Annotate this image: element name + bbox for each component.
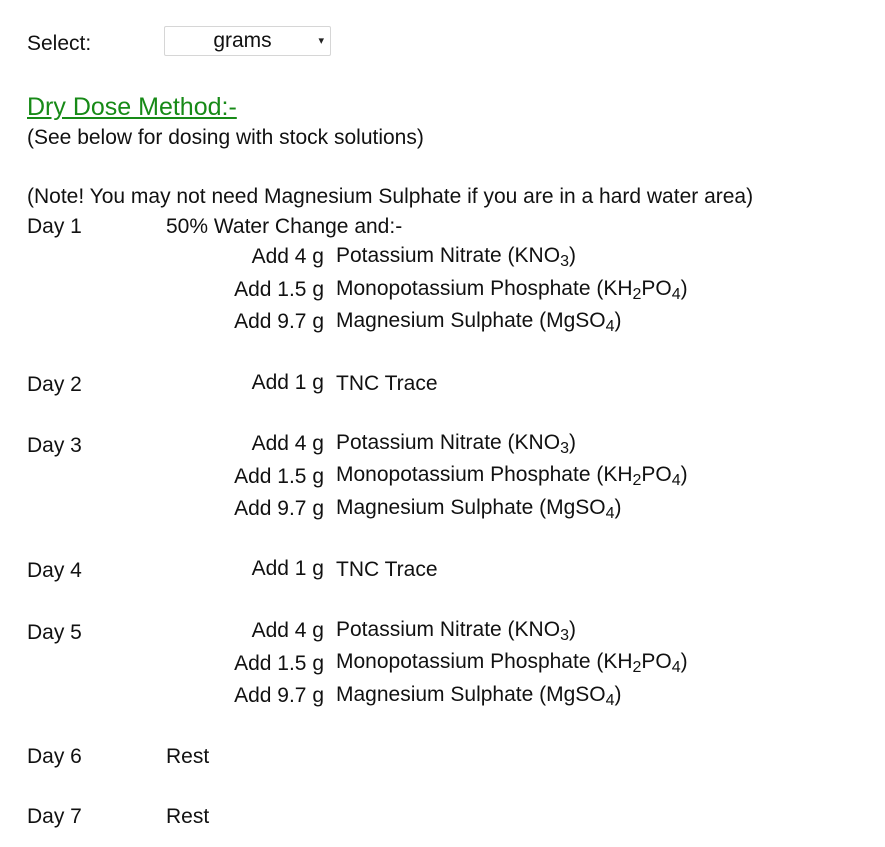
dose-chemical: TNC Trace bbox=[336, 372, 438, 395]
hard-water-note: (Note! You may not need Magnesium Sulphate if you are in a hard water area) bbox=[27, 185, 754, 208]
day-label: Day 6 bbox=[27, 745, 82, 768]
day-label: Day 2 bbox=[27, 373, 82, 396]
dose-chemical: Monopotassium Phosphate $(KH_2PO_4)$ bbox=[336, 463, 688, 489]
unit-select-value: grams bbox=[213, 29, 272, 52]
day-instruction: Rest bbox=[166, 805, 210, 828]
dose-amount: Add 1.5 g bbox=[234, 278, 324, 301]
dose-chemical: Monopotassium Phosphate $(KH_2PO_4)$ bbox=[336, 650, 688, 676]
day-instruction: Rest bbox=[166, 745, 210, 768]
section-subtitle: (See below for dosing with stock solutions) bbox=[27, 126, 424, 149]
dose-amount: Add 4 g bbox=[251, 245, 324, 268]
day-label: Day 1 bbox=[27, 215, 82, 238]
day-label: Day 5 bbox=[27, 621, 82, 644]
dose-chemical: Potassium Nitrate $(KNO_3)$ bbox=[336, 431, 576, 457]
dose-amount: Add 9.7 g bbox=[234, 310, 324, 333]
dose-chemical: Magnesium Sulphate (MgSO$_4$) bbox=[336, 683, 622, 709]
day-instruction: 50% Water Change and:- bbox=[166, 215, 403, 238]
day-label: Day 7 bbox=[27, 805, 82, 828]
dose-chemical: Magnesium Sulphate (MgSO$_4$) bbox=[336, 309, 622, 335]
day-label: Day 4 bbox=[27, 559, 82, 582]
dose-chemical: Potassium Nitrate $(KNO_3)$ bbox=[336, 618, 576, 644]
select-label: Select: bbox=[27, 32, 92, 55]
day-label: Day 3 bbox=[27, 434, 82, 457]
chevron-down-icon: ▾ bbox=[318, 35, 324, 47]
dose-chemical: Potassium Nitrate $(KNO_3)$ bbox=[336, 244, 576, 270]
section-heading: Dry Dose Method:- bbox=[27, 93, 237, 121]
dose-chemical: TNC Trace bbox=[336, 558, 438, 581]
dose-amount: Add 4 g bbox=[251, 432, 324, 455]
dose-amount: Add 1.5 g bbox=[234, 652, 324, 675]
dose-amount: Add 1 g bbox=[251, 557, 324, 580]
dose-chemical: Magnesium Sulphate (MgSO$_4$) bbox=[336, 496, 622, 522]
dose-amount: Add 4 g bbox=[251, 619, 324, 642]
dose-amount: Add 9.7 g bbox=[234, 684, 324, 707]
dose-amount: Add 9.7 g bbox=[234, 497, 324, 520]
dose-amount: Add 1.5 g bbox=[234, 465, 324, 488]
dose-amount: Add 1 g bbox=[251, 371, 324, 394]
dose-chemical: Monopotassium Phosphate $(KH_2PO_4)$ bbox=[336, 277, 688, 303]
unit-select[interactable] bbox=[164, 26, 331, 56]
